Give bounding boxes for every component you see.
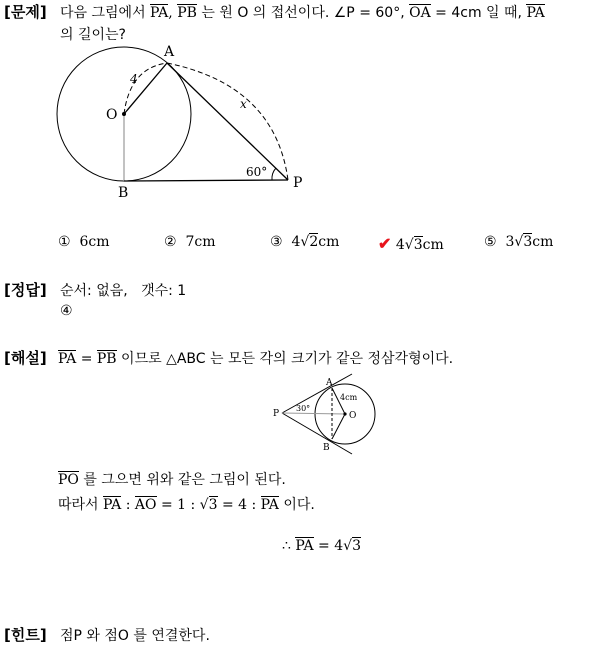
- solution-line-4: ∴ PA = 4√3: [282, 538, 361, 554]
- choice-2[interactable]: ② 7cm: [164, 234, 216, 250]
- label-p: P: [293, 175, 303, 191]
- choice-4[interactable]: ✔ 4√3cm: [378, 234, 444, 253]
- fig2-label-p: P: [273, 409, 280, 419]
- answer-line-2: ④: [60, 303, 73, 319]
- fig2-label-angle: 30°: [296, 404, 311, 413]
- problem-tag: [문제]: [4, 3, 47, 21]
- hint-text: 점P 와 점O 를 연결한다.: [60, 628, 210, 644]
- label-x: x: [240, 97, 247, 111]
- label-o: O: [106, 107, 118, 123]
- label-angle: 60°: [246, 165, 268, 179]
- hint-tag: [힌트]: [4, 626, 47, 644]
- fig2-label-o: O: [349, 411, 357, 421]
- angle-arc: [272, 168, 276, 180]
- choice-1[interactable]: ① 6cm: [58, 234, 110, 250]
- radius-ob-small: [332, 414, 345, 439]
- label-a: A: [164, 44, 175, 60]
- center-dot-small: [343, 412, 346, 415]
- fig2-label-a: A: [326, 378, 333, 388]
- tangent-line-lower: [282, 413, 352, 454]
- tangent-pa: [167, 63, 288, 180]
- fig2-label-length: 4cm: [340, 393, 358, 402]
- check-icon: ✔: [378, 234, 392, 253]
- problem-line-2: 의 길이는?: [60, 27, 126, 43]
- choice-3[interactable]: ③ 4√2cm: [270, 234, 340, 250]
- tangent-pb: [124, 180, 288, 181]
- segment-po: [282, 413, 345, 414]
- answer-tag: [정답]: [4, 281, 47, 299]
- solution-line-3: 따라서 PA : AO = 1 : √3 = 4 : PA 이다.: [58, 497, 315, 513]
- solution-line-2: PO 를 그으면 위와 같은 그림이 된다.: [58, 472, 286, 488]
- solution-figure: [268, 372, 380, 458]
- fig2-label-b: B: [323, 443, 330, 453]
- choice-5[interactable]: ⑤ 3√3cm: [484, 234, 554, 250]
- label-b: B: [118, 185, 129, 201]
- problem-line-1: 다음 그림에서 PA, PB 는 원 O 의 접선이다. ∠P = 60°, OA = 4cm 일 때, PA: [60, 5, 545, 21]
- solution-tag: [해설]: [4, 349, 47, 367]
- answer-line-1: 순서: 없음, 갯수: 1: [60, 283, 187, 299]
- label-4: 4: [130, 72, 138, 86]
- tangent-figure: [50, 40, 320, 205]
- solution-line-1: PA = PB 이므로 △ABC 는 모든 각의 크기가 같은 정삼각형이다.: [58, 351, 454, 367]
- center-dot: [122, 112, 126, 116]
